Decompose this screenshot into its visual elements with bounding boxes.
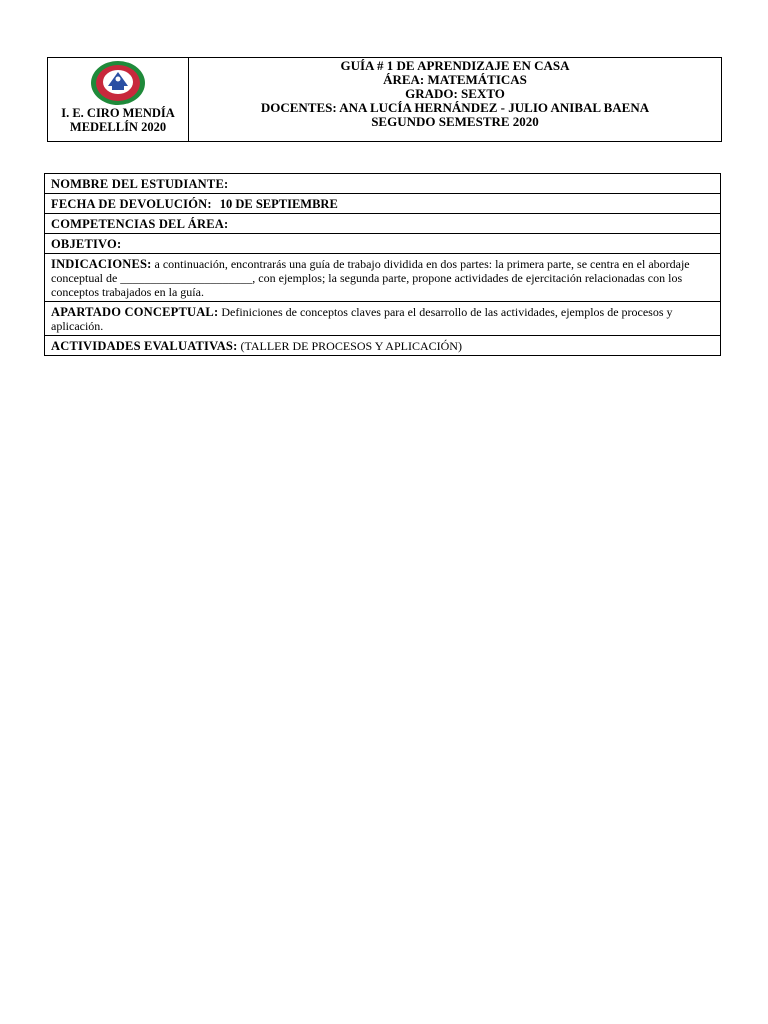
header-table: [47, 57, 722, 142]
return-date-value: 10 DE SEPTIEMBRE: [219, 197, 338, 211]
return-date-label: FECHA DE DEVOLUCIÓN:: [51, 197, 212, 211]
school-cell: [48, 58, 189, 141]
conceptual-text: Definiciones de conceptos claves para el desarrollo de las actividades, ejemplos de procesos y aplicación.: [51, 305, 673, 333]
student-info-table: [44, 173, 721, 356]
school-name-line1: I. E. CIRO MENDÍA: [61, 106, 175, 120]
conceptual-label: APARTADO CONCEPTUAL:: [51, 305, 219, 319]
teachers-line: DOCENTES: ANA LUCÍA HERNÁNDEZ - JULIO ANIBAL BAENA: [260, 100, 650, 115]
grade-line: GRADO: SEXTO: [405, 86, 505, 101]
area-line: ÁREA: MATEMÁTICAS: [383, 72, 527, 87]
competencies-row: [45, 214, 721, 234]
indications-label: INDICACIONES:: [51, 257, 152, 271]
return-date-cell: [45, 194, 721, 214]
indications-text: a continuación, encontrarás una guía de trabajo dividida en dos partes: la primera parte, se centra en el abordaje conceptual de ______________________, con ejemplos; la segunda parte, propone actividades de ejercitación relacionadas con los conceptos trabajados en la guía.: [51, 257, 690, 299]
evaluative-text: (TALLER DE PROCESOS Y APLICACIÓN): [237, 339, 462, 353]
evaluative-row: [45, 336, 721, 356]
objective-label: OBJETIVO:: [51, 237, 122, 251]
competencies-label: COMPETENCIAS DEL ÁREA:: [51, 217, 229, 231]
evaluative-label: ACTIVIDADES EVALUATIVAS:: [51, 339, 238, 353]
evaluative-cell: [45, 336, 721, 356]
indications-row: [45, 254, 721, 302]
competencies-cell[interactable]: [45, 214, 721, 234]
guide-title-block: [189, 58, 721, 141]
objective-row: [45, 234, 721, 254]
school-logo: [90, 60, 146, 106]
conceptual-row: [45, 302, 721, 336]
conceptual-cell: [45, 302, 721, 336]
objective-cell[interactable]: [45, 234, 721, 254]
student-name-cell[interactable]: [45, 174, 721, 194]
guide-title: GUÍA # 1 DE APRENDIZAJE EN CASA: [340, 58, 570, 73]
indications-cell: [45, 254, 721, 302]
school-name-line2: MEDELLÍN 2020: [69, 120, 167, 134]
student-name-row: [45, 174, 721, 194]
student-name-label: NOMBRE DEL ESTUDIANTE:: [51, 177, 229, 191]
semester-line: SEGUNDO SEMESTRE 2020: [371, 114, 539, 129]
return-date-row: [45, 194, 721, 214]
